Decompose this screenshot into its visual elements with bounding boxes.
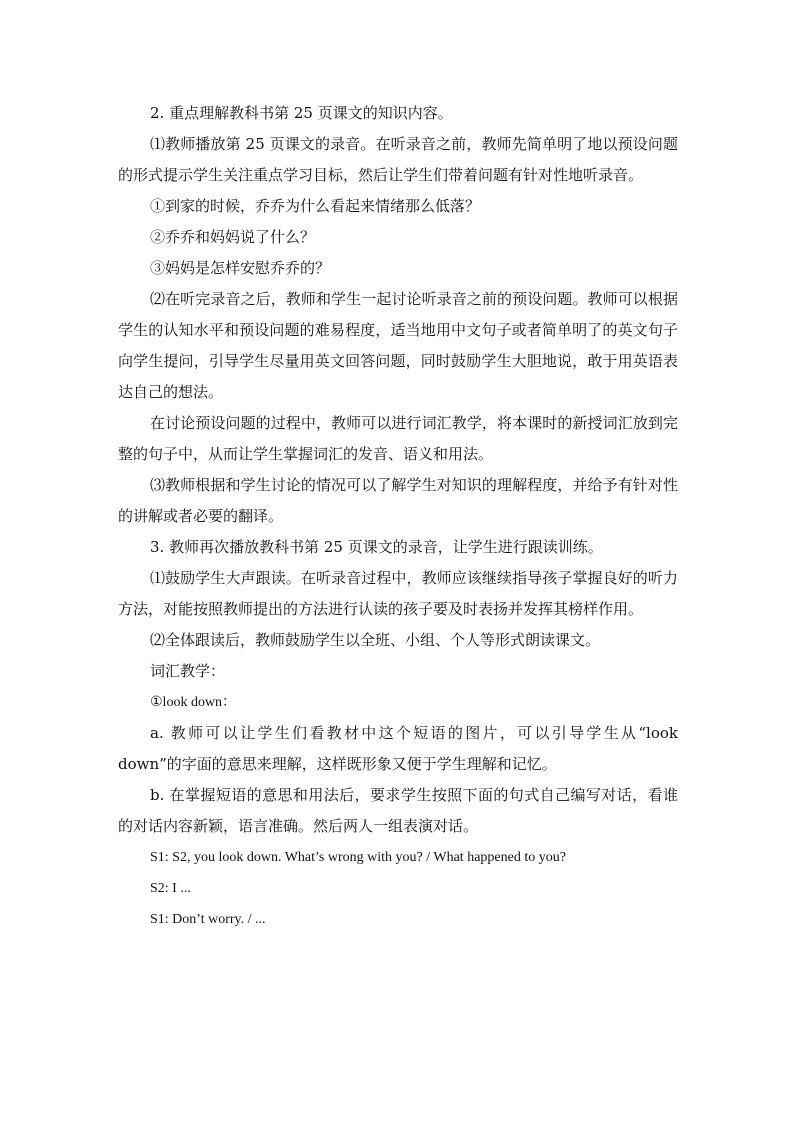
step-2-item-2: ⑵在听完录音之后，教师和学生一起讨论听录音之前的预设问题。教师可以根据学生的认知水平和预设问题的难易程度，适当地用中文句子或者简单明了的英文句子向学生提问，引导学生尽量用英文回答问题，同时鼓励学生大胆地说，敢于用英语表达自己的想法。 [118, 290, 678, 401]
step-2-item-1: ⑴教师播放第 25 页课文的录音。在听录音之前，教师先简单明了地以预设问题的形式提示学生关注重点学习目标，然后让学生们带着问题有针对性地听录音。 [118, 135, 678, 184]
dialogue-line-s1-reply: S1: Don’t worry. / ... [150, 912, 266, 927]
dialogue-line-s2: S2: I ... [150, 881, 191, 896]
vocabulary-heading: 词汇教学： [150, 662, 226, 680]
step-2-item-3: ⑶教师根据和学生讨论的情况可以了解学生对知识的理解程度，并给予有针对性的讲解或者必要的翻译。 [118, 476, 678, 525]
vocabulary-note-b: b. 在掌握短语的意思和用法后，要求学生按照下面的句式自己编写对话，看谁的对话内容新颖，语言准确。然后两人一组表演对话。 [118, 786, 678, 835]
document-body [118, 98, 678, 935]
question-1: ①到家的时候，乔乔为什么看起来情绪那么低落？ [150, 197, 481, 215]
question-2: ②乔乔和妈妈说了什么？ [150, 228, 316, 246]
question-3: ③妈妈是怎样安慰乔乔的？ [150, 259, 331, 277]
step-3-heading: 3. 教师再次播放教科书第 25 页课文的录音，让学生进行跟读训练。 [150, 538, 603, 556]
vocabulary-note-a: a. 教师可以让学生们看教材中这个短语的图片，可以引导学生从“look down”的字面的意思来理解，这样既形象又便于学生理解和记忆。 [118, 724, 678, 773]
step-3-item-1: ⑴鼓励学生大声跟读。在听录音过程中，教师应该继续指导孩子掌握良好的听力方法，对能按照教师提出的方法进行认读的孩子要及时表扬并发挥其榜样作用。 [118, 569, 678, 618]
vocabulary-discussion-paragraph: 在讨论预设问题的过程中，教师可以进行词汇教学，将本课时的新授词汇放到完整的句子中，从而让学生掌握词汇的发音、语义和用法。 [118, 414, 678, 463]
step-3-item-2: ⑵全体跟读后，教师鼓励学生以全班、小组、个人等形式朗读课文。 [150, 631, 601, 649]
vocabulary-item-look-down: ①look down： [150, 695, 237, 710]
dialogue-line-s1: S1: S2, you look down. What’s wrong with you? / What happened to you? [150, 850, 566, 865]
step-2-heading: 2. 重点理解教科书第 25 页课文的知识内容。 [150, 104, 453, 122]
